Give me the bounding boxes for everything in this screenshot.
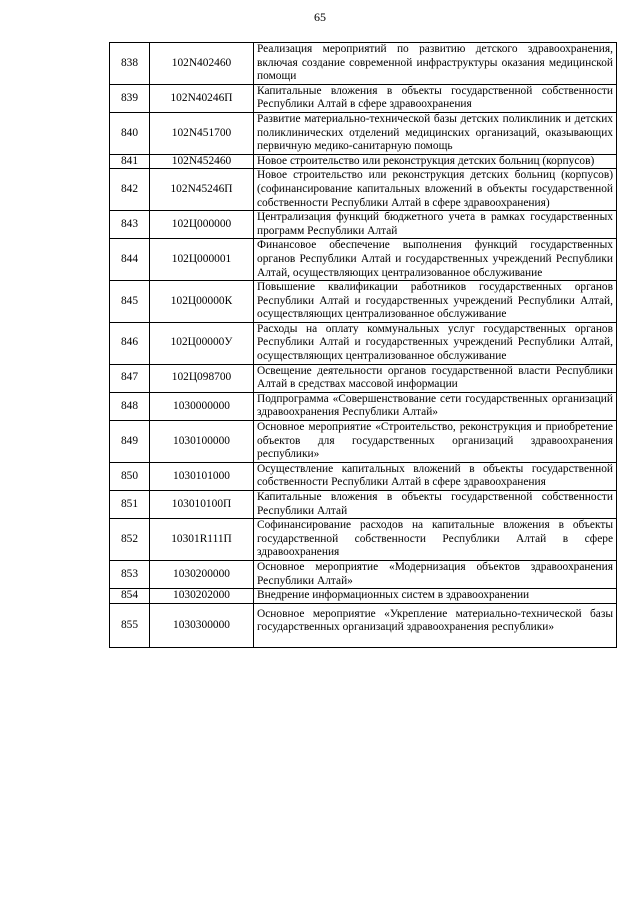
row-code: 102N45246П xyxy=(150,169,254,211)
row-description: Повышение квалификации работников государственных органов Республики Алтай и государственных учреждений Республики Алтай, осуществляющих централизованное обслуживание xyxy=(254,281,617,323)
table-row xyxy=(110,322,617,364)
row-number: 855 xyxy=(110,603,150,647)
row-number: 851 xyxy=(110,491,150,519)
row-description: Расходы на оплату коммунальных услуг государственных органов Республики Алтай и государственных учреждений Республики Алтай, осуществляющих централизованное обслуживание xyxy=(254,322,617,364)
row-number: 845 xyxy=(110,281,150,323)
row-number: 850 xyxy=(110,462,150,490)
row-code: 102Ц00000К xyxy=(150,281,254,323)
row-number: 853 xyxy=(110,560,150,588)
table-row xyxy=(110,603,617,647)
table-row xyxy=(110,364,617,392)
table-row xyxy=(110,589,617,604)
row-code: 1030100000 xyxy=(150,421,254,463)
row-number: 847 xyxy=(110,364,150,392)
row-number: 852 xyxy=(110,519,150,561)
row-number: 848 xyxy=(110,392,150,420)
row-description: Основное мероприятие «Модернизация объектов здравоохранения Республики Алтай» xyxy=(254,560,617,588)
row-code: 102Ц000000 xyxy=(150,211,254,239)
table-row xyxy=(110,560,617,588)
row-code: 102N402460 xyxy=(150,43,254,85)
table-row xyxy=(110,169,617,211)
row-description: Подпрограмма «Совершенствование сети государственных организаций здравоохранения Республики Алтай» xyxy=(254,392,617,420)
budget-code-table xyxy=(109,42,617,648)
row-number: 841 xyxy=(110,154,150,169)
row-number: 839 xyxy=(110,84,150,112)
row-description: Финансовое обеспечение выполнения функций государственных органов Республики Алтай и государственных учреждений Республики Алтай, осуществляющих централизованное обслуживание xyxy=(254,239,617,281)
row-code: 102N452460 xyxy=(150,154,254,169)
row-code: 103010100П xyxy=(150,491,254,519)
row-description: Новое строительство или реконструкция детских больниц (корпусов) xyxy=(254,154,617,169)
row-code: 1030000000 xyxy=(150,392,254,420)
row-code: 102Ц000001 xyxy=(150,239,254,281)
row-number: 843 xyxy=(110,211,150,239)
row-number: 844 xyxy=(110,239,150,281)
row-code: 102Ц098700 xyxy=(150,364,254,392)
row-number: 842 xyxy=(110,169,150,211)
table-row xyxy=(110,84,617,112)
table-row xyxy=(110,519,617,561)
page-number: 65 xyxy=(314,10,326,24)
table-row xyxy=(110,154,617,169)
row-description: Софинансирование расходов на капитальные вложения в объекты государственной собственности Республики Алтай в сфере здравоохранения xyxy=(254,519,617,561)
row-description: Централизация функций бюджетного учета в рамках государственных программ Республики Алтай xyxy=(254,211,617,239)
row-description: Внедрение информационных систем в здравоохранении xyxy=(254,589,617,604)
row-number: 838 xyxy=(110,43,150,85)
row-code: 1030202000 xyxy=(150,589,254,604)
row-description: Реализация мероприятий по развитию детского здравоохранения, включая создание современной инфраструктуры оказания медицинской помощи xyxy=(254,43,617,85)
table-row xyxy=(110,43,617,85)
row-description: Капитальные вложения в объекты государственной собственности Республики Алтай xyxy=(254,491,617,519)
table-row xyxy=(110,392,617,420)
row-description: Осуществление капитальных вложений в объекты государственной собственности Республики Алтай в сфере здравоохранения xyxy=(254,462,617,490)
row-number: 854 xyxy=(110,589,150,604)
row-code: 102Ц00000У xyxy=(150,322,254,364)
row-code: 10301R111П xyxy=(150,519,254,561)
row-number: 840 xyxy=(110,112,150,154)
row-code: 1030101000 xyxy=(150,462,254,490)
table-row xyxy=(110,421,617,463)
row-description: Основное мероприятие «Строительство, реконструкция и приобретение объектов для государственных организаций здравоохранения республики» xyxy=(254,421,617,463)
table-row xyxy=(110,491,617,519)
row-description: Капитальные вложения в объекты государственной собственности Республики Алтай в сфере здравоохранения xyxy=(254,84,617,112)
row-code: 1030300000 xyxy=(150,603,254,647)
row-number: 846 xyxy=(110,322,150,364)
table-row xyxy=(110,211,617,239)
table-row xyxy=(110,281,617,323)
row-description: Развитие материально-технической базы детских поликлиник и детских поликлинических отделений медицинских организаций, оказывающих первичную медико-санитарную помощь xyxy=(254,112,617,154)
table-row xyxy=(110,462,617,490)
row-code: 102N451700 xyxy=(150,112,254,154)
row-description: Основное мероприятие «Укрепление материально-технической базы государственных организаций здравоохранения республики» xyxy=(254,603,617,647)
table-row xyxy=(110,239,617,281)
table-row xyxy=(110,112,617,154)
row-code: 102N40246П xyxy=(150,84,254,112)
row-number: 849 xyxy=(110,421,150,463)
row-code: 1030200000 xyxy=(150,560,254,588)
row-description: Новое строительство или реконструкция детских больниц (корпусов) (софинансирование капитальных вложений в объекты государственной собственности Республики Алтай в сфере здравоохранения) xyxy=(254,169,617,211)
row-description: Освещение деятельности органов государственной власти Республики Алтай в средствах массовой информации xyxy=(254,364,617,392)
